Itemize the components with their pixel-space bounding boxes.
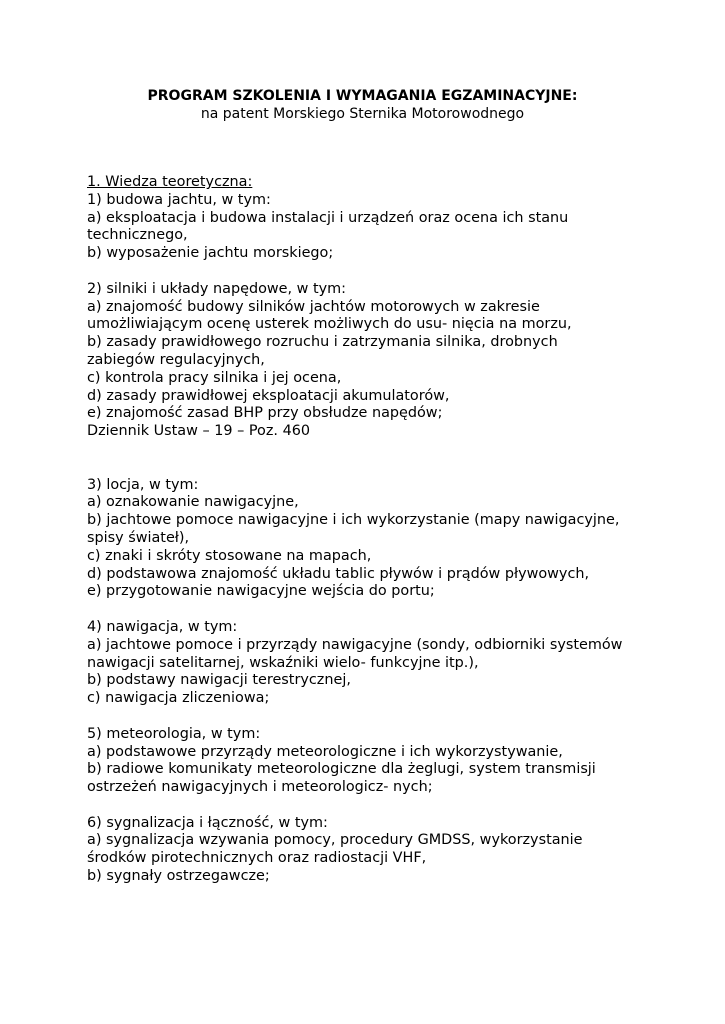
paragraph-gap	[87, 263, 687, 281]
text-line: 6) sygnalizacja i łączność, w tym:	[87, 814, 328, 831]
text-line: b) zasady prawidłowego rozruchu i zatrzymania silnika, drobnych	[87, 334, 558, 351]
text-line: a) oznakowanie nawigacyjne,	[87, 494, 299, 511]
text-line: technicznego,	[87, 227, 188, 244]
text-line: a) znajomość budowy silników jachtów motorowych w zakresie	[87, 298, 540, 315]
text-line: e) znajomość zasad BHP przy obsłudze napędów;	[87, 405, 443, 422]
text-line: spisy świateł),	[87, 529, 190, 546]
text-line: b) jachtowe pomoce nawigacyjne i ich wykorzystanie (mapy nawigacyjne,	[87, 512, 620, 529]
text-line: 2) silniki i układy napędowe, w tym:	[87, 280, 347, 297]
section-heading: 1. Wiedza teoretyczna:	[87, 174, 253, 190]
text-line: a) sygnalizacja wzywania pomocy, procedury GMDSS, wykorzystanie	[87, 832, 583, 849]
text-line: b) podstawy nawigacji terestrycznej,	[87, 672, 351, 689]
text-line: ostrzeżeń nawigacyjnych i meteorologicz- nych;	[87, 779, 433, 796]
text-line: 5) meteorologia, w tym:	[87, 725, 261, 742]
page-reference: Dziennik Ustaw – 19 – Poz. 460	[87, 423, 311, 440]
text-line: b) sygnały ostrzegawcze;	[87, 868, 270, 885]
text-line: środków pirotechnicznych oraz radiostacji VHF,	[87, 850, 427, 867]
text-line: 4) nawigacja, w tym:	[87, 618, 238, 635]
text-line: c) kontrola pracy silnika i jej ocena,	[87, 369, 342, 386]
paragraph-gap	[87, 601, 687, 619]
document-title: PROGRAM SZKOLENIA I WYMAGANIA EGZAMINACYJNE:	[147, 88, 578, 104]
document-subtitle: na patent Morskiego Sternika Motorowodnego	[200, 106, 525, 122]
text-line: a) jachtowe pomoce i przyrządy nawigacyjne (sondy, odbiorniki systemów	[87, 636, 623, 653]
text-line: 3) locja, w tym:	[87, 476, 199, 493]
text-line: d) zasady prawidłowej eksploatacji akumulatorów,	[87, 387, 450, 404]
text-line: b) radiowe komunikaty meteorologiczne dla żeglugi, system transmisji	[87, 761, 596, 778]
paragraph-gap	[87, 708, 687, 726]
text-line: 1) budowa jachtu, w tym:	[87, 191, 271, 208]
text-line: e) przygotowanie nawigacyjne wejścia do portu;	[87, 583, 435, 600]
text-line: b) wyposażenie jachtu morskiego;	[87, 245, 334, 262]
text-line: a) podstawowe przyrządy meteorologiczne i ich wykorzystywanie,	[87, 743, 563, 760]
text-line: umożliwiającym ocenę usterek możliwych do usu- nięcia na morzu,	[87, 316, 572, 333]
text-line: zabiegów regulacyjnych,	[87, 351, 265, 368]
paragraph-gap	[87, 441, 687, 477]
text-line: c) nawigacja zliczeniowa;	[87, 690, 270, 707]
text-line: a) eksploatacja i budowa instalacji i urządzeń oraz ocena ich stanu	[87, 209, 569, 226]
paragraph-gap	[87, 797, 687, 815]
text-line: nawigacji satelitarnej, wskaźniki wielo- funkcyjne itp.),	[87, 654, 479, 671]
text-line: d) podstawowa znajomość układu tablic pływów i prądów pływowych,	[87, 565, 590, 582]
text-line: c) znaki i skróty stosowane na mapach,	[87, 547, 372, 564]
document-body	[87, 174, 687, 886]
